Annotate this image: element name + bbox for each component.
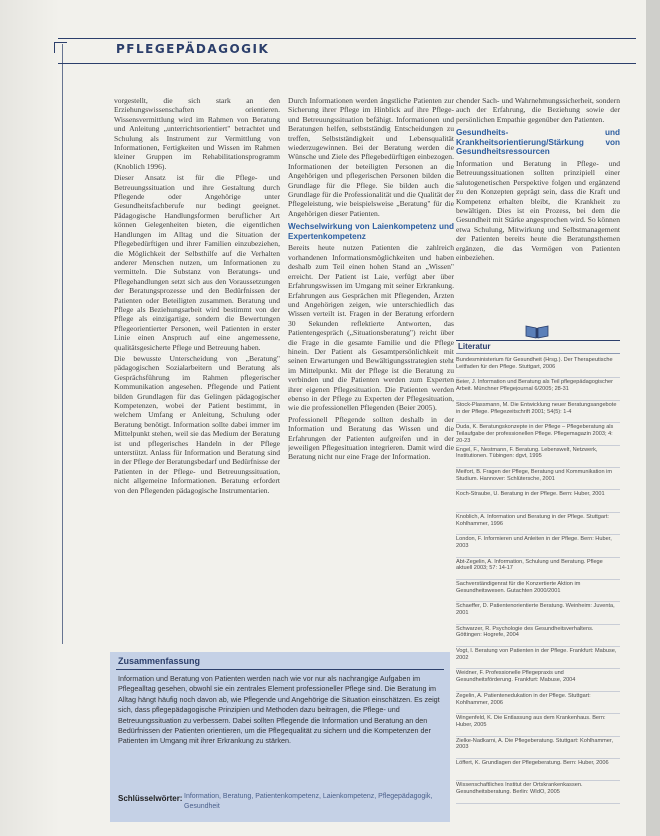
reference-item: Duda, K. Beratungskonzepte in der Pflege – Pflegeberatung als Teilaufgabe der professionellen Pflege. Pflegemagazin 2003; 4: 20-23 — [456, 423, 620, 445]
reference-item: London, F. Informieren und Anleiten in der Pflege. Bern: Huber, 2003 — [456, 535, 620, 557]
reference-item: Vogt, I. Beratung von Patienten in der Pflege. Frankfurt: Mabuse, 2002 — [456, 647, 620, 669]
summary-box — [110, 652, 450, 822]
reference-item: Zielke-Nadkarni, A. Die Pflegeberatung. Stuttgart: Kohlhammer, 2003 — [456, 737, 620, 759]
reference-item: Koch-Straube, U. Beratung in der Pflege. Bern: Huber, 2001 — [456, 490, 620, 512]
open-book-icon — [524, 322, 550, 340]
body-paragraph: Professionell Pflegende sollten deshalb in der Information und Beratung das Wissen und die Erfahrungen der Patienten aufgreifen und in der jeweiligen Pflegesituation integrieren. Damit wird die Beratung nicht nur eine Frage der Information. — [288, 414, 454, 462]
section-heading: Gesundheits- und Krankheitsorientierung/Stärkung von Gesundheitsressourcen — [456, 128, 620, 157]
reference-item: Schwarzer, R. Psychologie des Gesundheitsverhaltens. Göttingen: Hogrefe, 2004 — [456, 625, 620, 647]
section-heading: Wechselwirkung von Laienkompetenz und Expertenkompetenz — [288, 222, 454, 241]
reference-item: Beier, J. Information und Beratung als Teil pflegepädagogischer Arbeit. Münchner Pflegejournal 6/2005; 28-31 — [456, 378, 620, 400]
reference-item: Wissenschaftliches Institut der Ortskrankenkassen. Gesundheitsberatung. Berlin: WIdO, 2005 — [456, 781, 620, 803]
reference-item: Zegelin, A. Patientenedukation in der Pflege. Stuttgart: Kohlhammer, 2006 — [456, 692, 620, 714]
reference-item: Wingenfeld, K. Die Entlassung aus dem Krankenhaus. Bern: Huber, 2005 — [456, 714, 620, 736]
text-column-1 — [114, 96, 280, 636]
reference-item: Löffert, K. Grundlagen der Pflegeberatung. Bern: Huber, 2006 — [456, 759, 620, 781]
reference-item: Engel, F., Nestmann, F. Beratung. Lebenswelt, Netzwerk, Institutionen. Tübingen: dgvt, 1995 — [456, 446, 620, 468]
reference-item: Weidner, F. Professionelle Pflegepraxis und Gesundheitsförderung. Frankfurt: Mabuse, 2004 — [456, 669, 620, 691]
keywords-label: Schlüsselwörter: — [118, 794, 183, 803]
keywords-text: Information, Beratung, Patientenkompetenz, Laienkompetenz, Pflegepädagogik, Gesundheit — [184, 793, 433, 810]
section-title: PFLEGEPÄDAGOGIK — [116, 42, 270, 56]
body-paragraph: Information und Beratung in Pflege- und Betreuungssituationen sollten prinzipiell einer salutogenetischen Perspektive folgen und ergänzend zu den Konzepten geprägt sein, dass die Kraft und Kompetenz erhalten bleibt, die Krankheit zu bewältigen. Dies ist ein Prozess, bei dem die Gesundheit mit Stärke angesprochen wird. So können etwa Schulung, Mitwirkung und Selbstmanagement der Patienten bereits heute die Beratungsthemen ergänzen, die das Vermögen von Patienten einbeziehen. — [456, 159, 620, 263]
body-paragraph: Bereits heute nutzen Patienten die zahlreich vorhandenen Informationsmöglichkeiten und haben deshalb zum Teil einen hohen Stand an „Wissen" erreicht. Der Patient ist Laie, verfügt aber über Erfahrungswissen im Umgang mit seiner Erkrankung. Erfahrungen aus Gesprächen mit Pflegenden, Ärzten und Angehörigen zeigen, wie unterschiedlich das Wissen verteilt ist. Fragen in der Beratung erfordern 30 Sekunden reflektierte Antworten, das Patientengespräch („Situationsberatung") reicht über die Frage in die gesamte Familie und die Pflege hinein. Der Patient als Gesamtpersönlichkeit mit seinen Erwartungen und Bewältigungsstrategien steht im Mittelpunkt. Mit der Pflege ist die Beratung zu verbinden und die Patienten werden zum Experten ihrer eigenen Pflegesituation. Die Patienten werden ebenso in der Pflege zu Experten der Pflegesituation, wie die professionellen Pflegenden (Beier 2005). — [288, 243, 454, 413]
body-paragraph: vorgestellt, die sich stark an den Erziehungswissenschaften orientieren. Wissensvermittlung wird im Rahmen von Beratung und Anleitung „unterrichtsorientiert" betrachtet und Schulung als Instrument zur Vermittlung von Informationen, Fertigkeiten und Wissen im Rahmen kleiner Gruppen im Rehabilitationsprogramm (Knoblich 1996). — [114, 96, 280, 171]
binding-shadow — [0, 0, 60, 836]
summary-title: Zusammenfassung — [118, 656, 201, 666]
reference-item: Sachverständigenrat für die Konzertierte Aktion im Gesundheitswesen. Gutachten 2000/2001 — [456, 580, 620, 602]
literature-title: Literatur — [458, 342, 491, 351]
page-edge — [646, 0, 660, 836]
reference-item: Bundesministerium für Gesundheit (Hrsg.). Der Therapeutische Leitfaden für den Pflege. Stuttgart, 2006 — [456, 356, 620, 378]
reference-item: Abt-Zegelin, A. Information, Schulung und Beratung. Pflege aktuell 2003; 57: 14-17 — [456, 558, 620, 580]
body-paragraph: chender Sach- und Wahrnehmungssicherheit, sondern auch der Erfahrung, die Beziehung sowie der persönlichen Empathie gegenüber den Patienten. — [456, 96, 620, 124]
summary-divider — [116, 669, 444, 670]
body-paragraph: Dieser Ansatz ist für die Pflege- und Betreuungssituation und ihre Gestaltung durch Pflegende oder Angehörige unter Gesundheitsfachberufe nur bedingt geeignet. Pädagogische Handlungsformen beruflicher Art können Gelegenheiten bieten, die eigentlichen Handlungen im Alltag und die Situation der Pflegebedürftigen und ihrer Familien einzubeziehen, die Möglichkeit der Selbsthilfe auf die Verhalten anderer Menschen nutzen, um Informationen zu vermitteln. Die Substanz von Beratungs- und Pflegehandlungen setzt sich aus den Voraussetzungen der Beratungsprozesse und den Bedürfnissen der Patienten oder Beteiligten zusammen. Beratung und Pflege als Beziehungsarbeit wird bestimmt von der Pflege als einzigartige, sondern die Bewertungen Pflegeorientierter Personen, weil Patienten in erster Linie einen Anspruch auf eine angemessene, qualitätsgesicherte Pflege und Betreuung haben. — [114, 173, 280, 352]
reference-item: Schaeffer, D. Patientenorientierte Beratung. Weinheim: Juventa, 2001 — [456, 602, 620, 624]
literature-header — [456, 340, 620, 354]
margin-rule — [62, 44, 63, 644]
reference-list — [456, 356, 620, 804]
body-paragraph: Durch Informationen werden ängstliche Patienten zur Sicherung ihrer Pflege im Hinblick auf ihre Pflege- und Betreuungssituation befähigt. Informationen und Beratungen helfen, selbstständig Entscheidungen zu treffen, Selbstständigkeit und Lebensqualität wiederzugewinnen. Bei der Beratung werden die Wünsche und Ziele des Pflegebedürftigen einbezogen. Informationen der beteiligten Personen an die Angehörigen und pflegerischen Personen bilden die Grundlage für die Pflege. Sie bilden auch die Grundlage für die Professionalität und die Qualität der Pflegeleistung, wie beispielsweise „Beratung" für die Angehörigen dieser Patienten. — [288, 96, 454, 218]
reference-item: Stock-Plassmann, M. Die Entwicklung neuer Beratungsangebote in der Pflege. Pflegezeitschrift 2001; 54(5): 1-4 — [456, 401, 620, 423]
summary-text: Information und Beratung von Patienten werden nach wie vor nur als nachrangige Aufgaben im Pflegealltag gesehen, obwohl sie ein zentrales Element professioneller Pflege sind. Die Beratung im Alltag hängt häufig noch davon ab, wie Pflegende und Angehörige die Situation einschätzen. Es zeigt sich, dass pflegepädagogische Prinzipien und Methoden dazu beitragen, die Pflege- und Betreuungssituation zu verbessern. Dabei sollten Pflegende die Information und Beratung an den Bedürfnissen der Patienten orientieren, um die Pflegequalität zu sichern und die Kompetenzen der Patienten im Umgang mit ihrer Erkrankung zu stärken. — [118, 674, 440, 746]
body-paragraph: Die bewusste Unterscheidung von „Beratung" pädagogischen Sozialarbeitern und Beratung als Gesprächsführung im Rahmen pflegerischer Kommunikation angesehen. Pflegende und Patient bilden Grundlagen für das Gelingen pädagogischer Kompetenzen, wobei der Patient bestimmt, in welchem Umfang er Anleitung, Schulung oder Beratung benötigt. Information sollte dabei immer im Mittelpunkt stehen, weil sie das Medium der Beratung ist und pflegerisches Handeln in der Pflege unterstützt. Anlass für Information und Beratung sind in der Pflege der Beratungsbedarf und Bedürfnisse der Patienten in der Pflege- und Betreuungssituation, nicht allgemeine Informationen. Beratung erfordert von den Pflegenden pädagogische Instrumentarien. — [114, 353, 280, 495]
text-column-2 — [288, 96, 454, 636]
text-column-3 — [456, 96, 620, 320]
section-header — [58, 38, 636, 64]
reference-item: Meifort, B. Fragen der Pflege, Beratung und Kommunikation im Studium. Hannover: Schlütersche, 2001 — [456, 468, 620, 490]
reference-item: Knoblich, A. Information und Beratung in der Pflege. Stuttgart: Kohlhammer, 1996 — [456, 513, 620, 535]
